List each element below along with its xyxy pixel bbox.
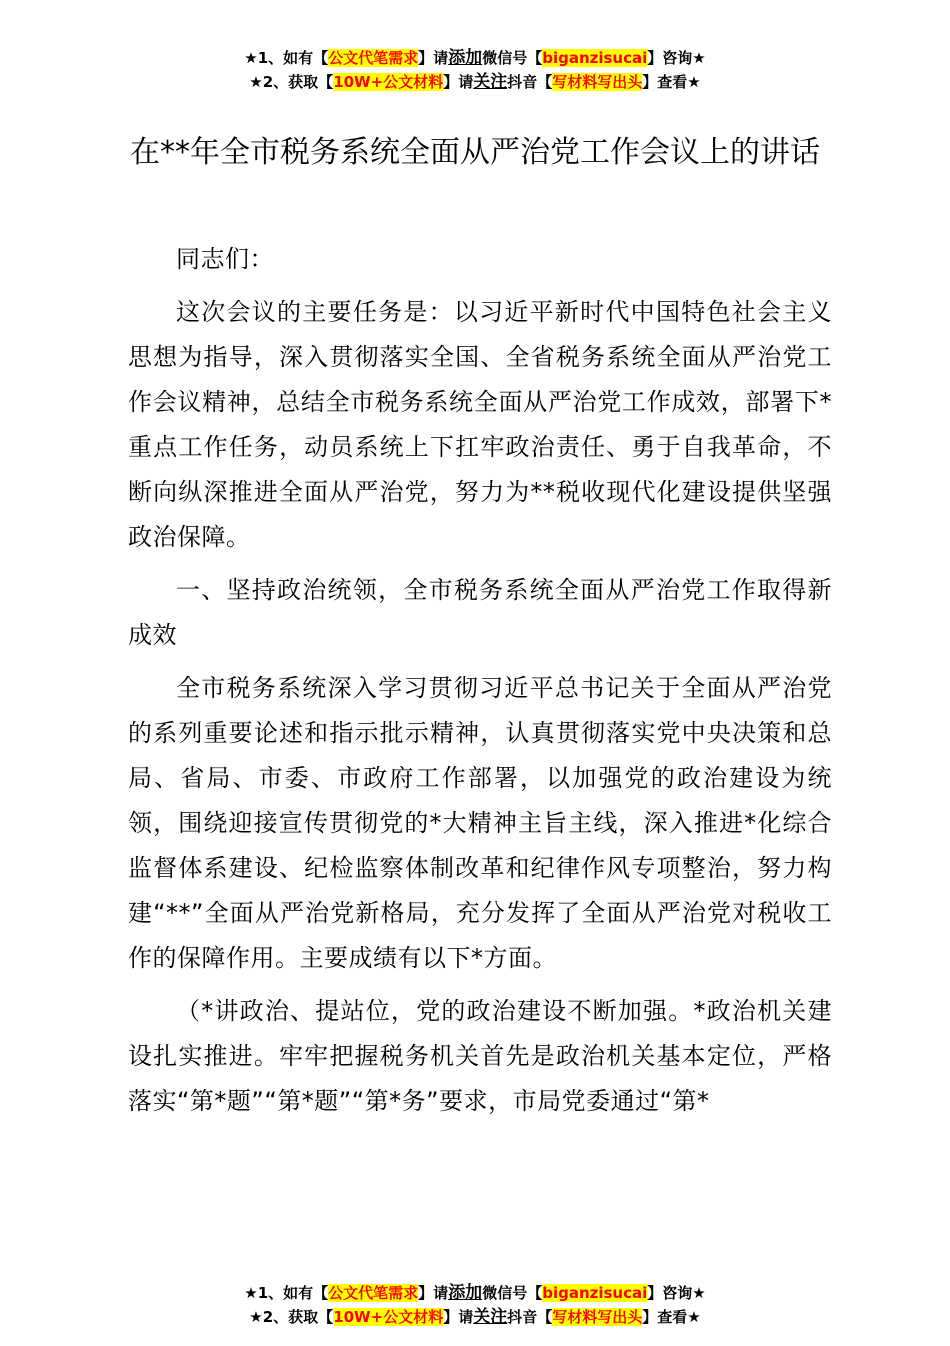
banner-text: 】查看★ [642,1308,701,1326]
salutation: 同志们： [176,245,274,273]
banner-text: 】查看★ [642,73,701,91]
banner-emphasis: 添加 [448,1283,483,1303]
banner-line-2 [0,1305,950,1329]
banner-text: ★1、如有【 [244,1284,329,1302]
banner-line-1 [0,46,950,70]
banner-text: 】请 [418,1284,449,1302]
banner-wechat-id: biganzisucai [542,49,648,67]
banner-highlight: 公文代笔需求 [328,1284,419,1302]
paragraph-intro: 这次会议的主要任务是：以习近平新时代中国特色社会主义思想为指导，深入贯彻落实全国、全省税务系统全面从严治党工作会议精神，总结全市税务系统全面从严治党工作成效，部署下*重点工作任务，动员系统上下扛牢政治责任、勇于自我革命，不断向纵深推进全面从严治党，努力为**税收现代化建设提供坚强政治保障。 [128,298,832,551]
banner-douyin-id: 写材料写出头 [552,73,643,91]
banner-emphasis: 关注 [473,72,508,92]
banner-text: 】咨询★ [647,1284,706,1302]
banner-text: ★1、如有【 [244,49,329,67]
banner-wechat-id: biganzisucai [542,1284,648,1302]
banner-text: 抖音【 [507,73,553,91]
banner-highlight: 公文代笔需求 [328,49,419,67]
banner-highlight: 10W+公文材料 [333,73,444,91]
banner-text: 】请 [443,73,474,91]
banner-text: 微信号【 [482,49,543,67]
paragraph-politics: （*讲政治、提站位，党的政治建设不断加强。*政治机关建设扎实推进。牢牢把握税务机关首先是政治机关基本定位，严格落实“第*题”“第*题”“第*务”要求，市局党委通过“第* [128,997,832,1115]
banner-emphasis: 添加 [448,48,483,68]
banner-emphasis: 关注 [473,1307,508,1327]
header-banner [0,46,950,94]
banner-douyin-id: 写材料写出头 [552,1308,643,1326]
banner-text: ★2、获取【 [249,1308,334,1326]
banner-highlight: 10W+公文材料 [333,1308,444,1326]
banner-line-1 [0,1281,950,1305]
banner-text: ★2、获取【 [249,73,334,91]
document-body [128,237,832,1132]
banner-text: 抖音【 [507,1308,553,1326]
document-title: 在**年全市税务系统全面从严治党工作会议上的讲话 [130,135,820,170]
footer-banner [0,1281,950,1329]
banner-text: 】请 [443,1308,474,1326]
paragraph-achievements: 全市税务系统深入学习贯彻习近平总书记关于全面从严治党的系列重要论述和指示批示精神，认真贯彻落实党中央决策和总局、省局、市委、市政府工作部署，以加强党的政治建设为统领，围绕迎接宣传贯彻党的*大精神主旨主线，深入推进*化综合监督体系建设、纪检监察体制改革和纪律作风专项整治，努力构建“**”全面从严治党新格局，充分发挥了全面从严治党对税收工作的保障作用。主要成绩有以下*方面。 [128,674,832,972]
banner-text: 微信号【 [482,1284,543,1302]
section-heading: 一、坚持政治统领，全市税务系统全面从严治党工作取得新成效 [128,576,832,649]
banner-text: 】咨询★ [647,49,706,67]
banner-line-2 [0,70,950,94]
banner-text: 】请 [418,49,449,67]
